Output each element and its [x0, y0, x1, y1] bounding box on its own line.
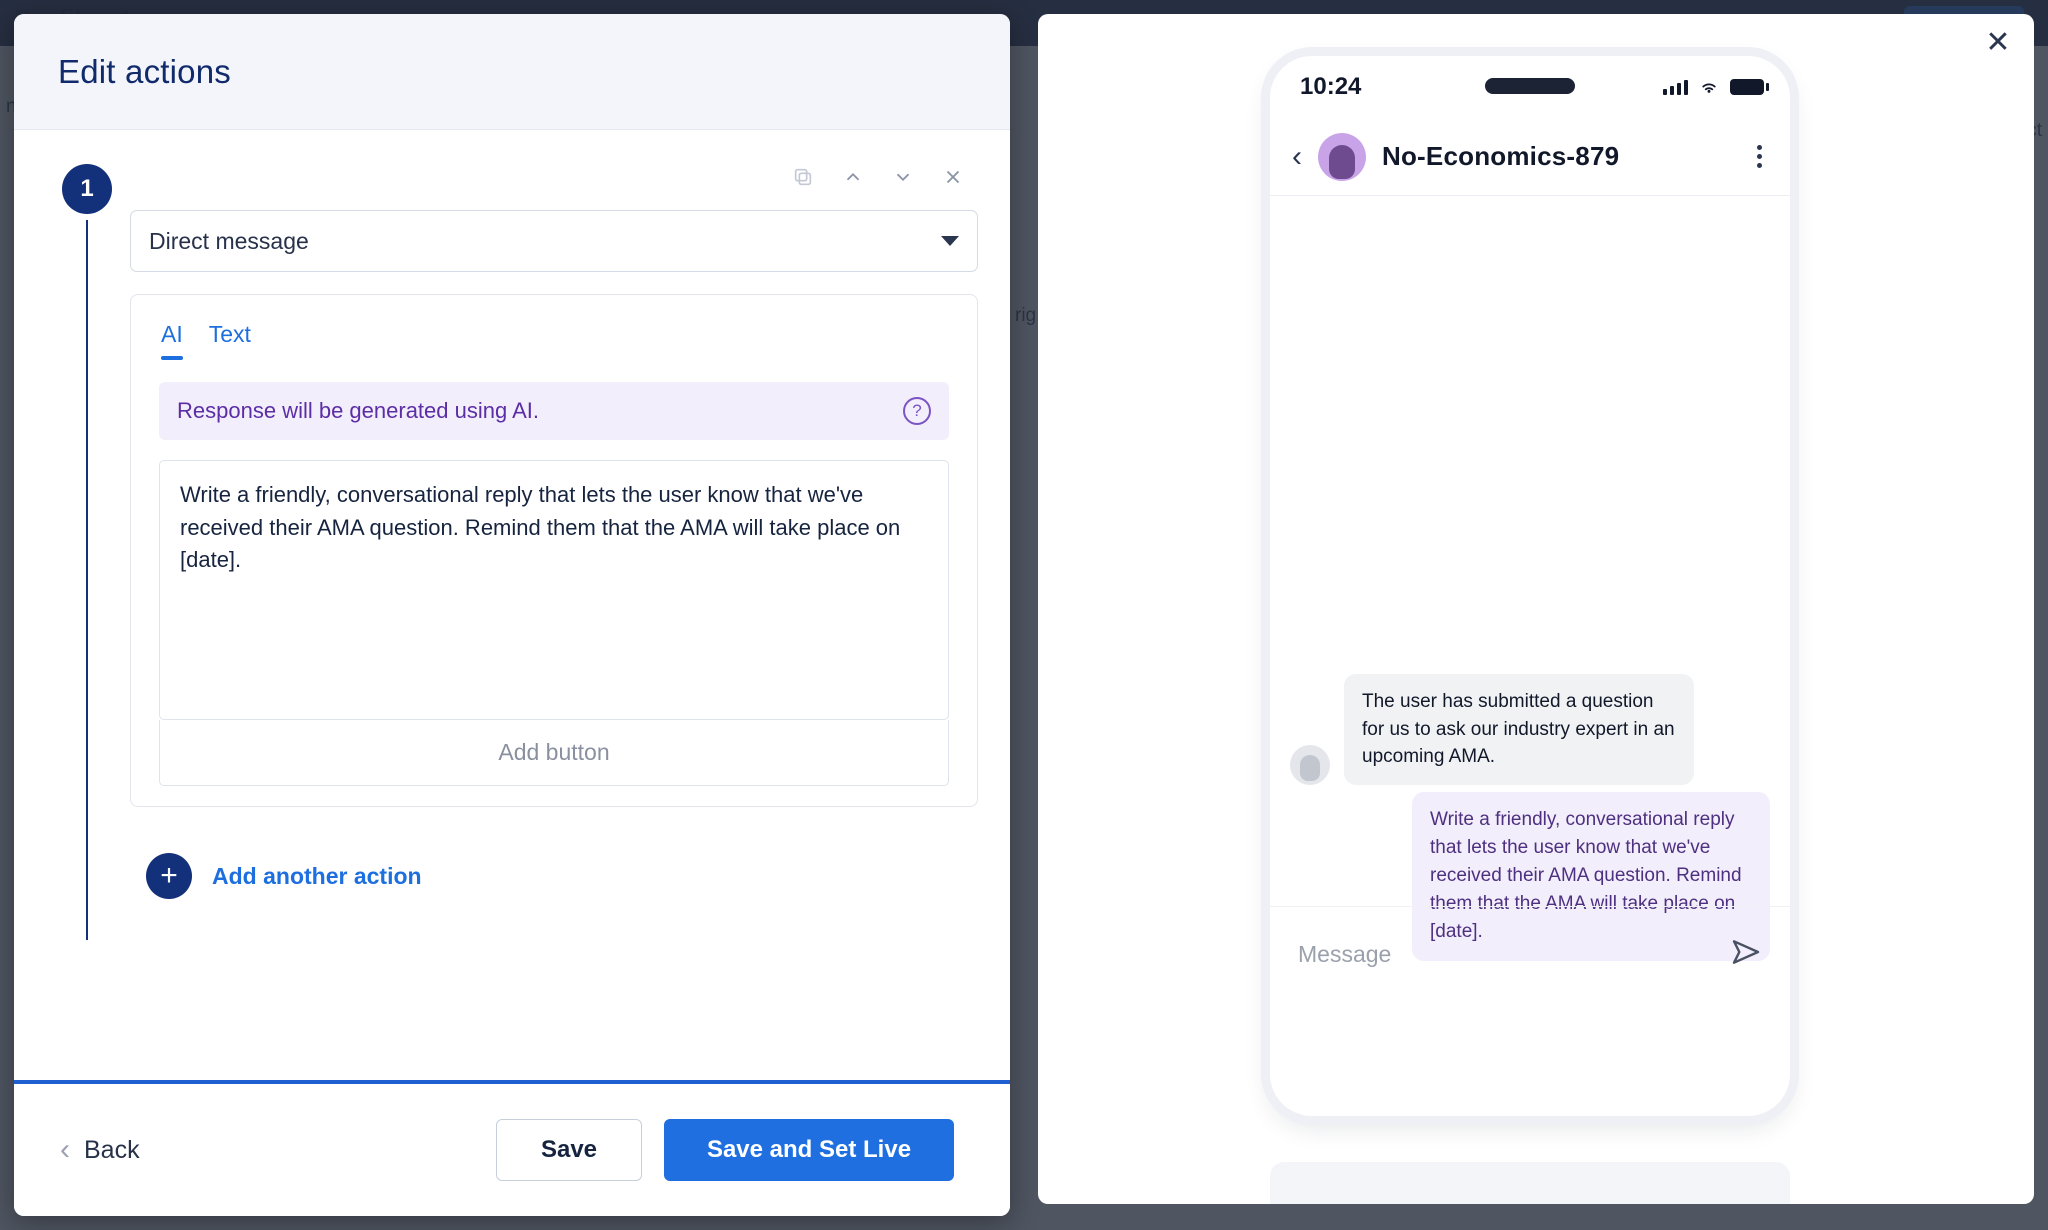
tab-ai[interactable]: AI	[161, 321, 183, 360]
footer-actions	[496, 1119, 954, 1181]
step-toolbar	[784, 158, 972, 196]
duplicate-icon[interactable]	[784, 158, 822, 196]
close-icon[interactable]	[934, 158, 972, 196]
step-content	[130, 164, 978, 899]
ai-prompt-input[interactable]: Write a friendly, conversational reply that lets the user know that we've received their AMA question. Remind them that the AMA will take place on [date].	[159, 460, 949, 720]
action-type-select[interactable]	[130, 210, 978, 272]
chevron-down-icon	[941, 236, 959, 246]
add-button-button[interactable]: Add button	[159, 720, 949, 786]
wifi-icon	[1698, 79, 1720, 95]
preview-bottom-card	[1270, 1162, 1790, 1204]
step-number-badge: 1	[62, 164, 112, 214]
phone-notch	[1485, 78, 1575, 94]
action-step	[46, 164, 978, 899]
message-input-placeholder: Message	[1298, 941, 1392, 967]
edit-actions-modal	[14, 14, 1010, 1216]
step-rail	[46, 164, 130, 899]
response-tabs	[131, 295, 977, 360]
chevron-left-icon: ‹	[60, 1133, 70, 1166]
phone-status-bar	[1270, 56, 1790, 118]
add-another-action-label: Add another action	[212, 862, 422, 889]
response-card	[130, 294, 978, 807]
modal-header	[14, 14, 1010, 130]
signal-icon	[1663, 80, 1688, 95]
modal-title: Edit actions	[58, 52, 231, 90]
message-composer[interactable]	[1270, 906, 1790, 1002]
message-bubble-incoming: The user has submitted a question for us to ask our industry expert in an upcoming AMA.	[1344, 674, 1694, 785]
battery-icon	[1730, 79, 1764, 95]
modal-body	[14, 130, 1010, 1080]
plus-icon: +	[146, 853, 192, 899]
avatar	[1290, 745, 1330, 785]
save-button[interactable]: Save	[496, 1119, 642, 1181]
help-icon[interactable]: ?	[903, 397, 931, 425]
incoming-message	[1290, 674, 1694, 785]
status-indicators	[1663, 79, 1764, 95]
chevron-left-icon[interactable]: ‹	[1292, 139, 1302, 173]
conversation-header	[1270, 118, 1790, 196]
chevron-down-icon[interactable]	[884, 158, 922, 196]
message-thread	[1270, 196, 1790, 1002]
chevron-up-icon[interactable]	[834, 158, 872, 196]
phone-mockup	[1270, 56, 1790, 1116]
modal-footer	[14, 1080, 1010, 1216]
action-type-value: Direct message	[149, 227, 309, 254]
send-icon[interactable]	[1730, 936, 1762, 973]
preview-panel	[1038, 14, 2034, 1204]
status-time: 10:24	[1300, 73, 1362, 100]
back-button-label: Back	[84, 1135, 140, 1164]
more-options-icon[interactable]	[1757, 145, 1768, 168]
save-and-set-live-button[interactable]: Save and Set Live	[664, 1119, 954, 1181]
conversation-title: No-Economics-879	[1382, 141, 1620, 171]
ai-notice-text: Response will be generated using AI.	[177, 398, 540, 423]
ai-notice	[159, 382, 949, 440]
step-connector-line	[86, 220, 88, 940]
add-another-action[interactable]	[146, 853, 978, 899]
close-icon[interactable]: ✕	[1985, 25, 2011, 59]
back-button[interactable]	[60, 1135, 140, 1165]
tab-text[interactable]: Text	[208, 321, 251, 347]
message-bubble-outgoing: Write a friendly, conversational reply that lets the user know that we've received their AMA question. Remind them that the AMA will take place on [date].	[1412, 792, 1770, 961]
avatar	[1318, 133, 1366, 181]
